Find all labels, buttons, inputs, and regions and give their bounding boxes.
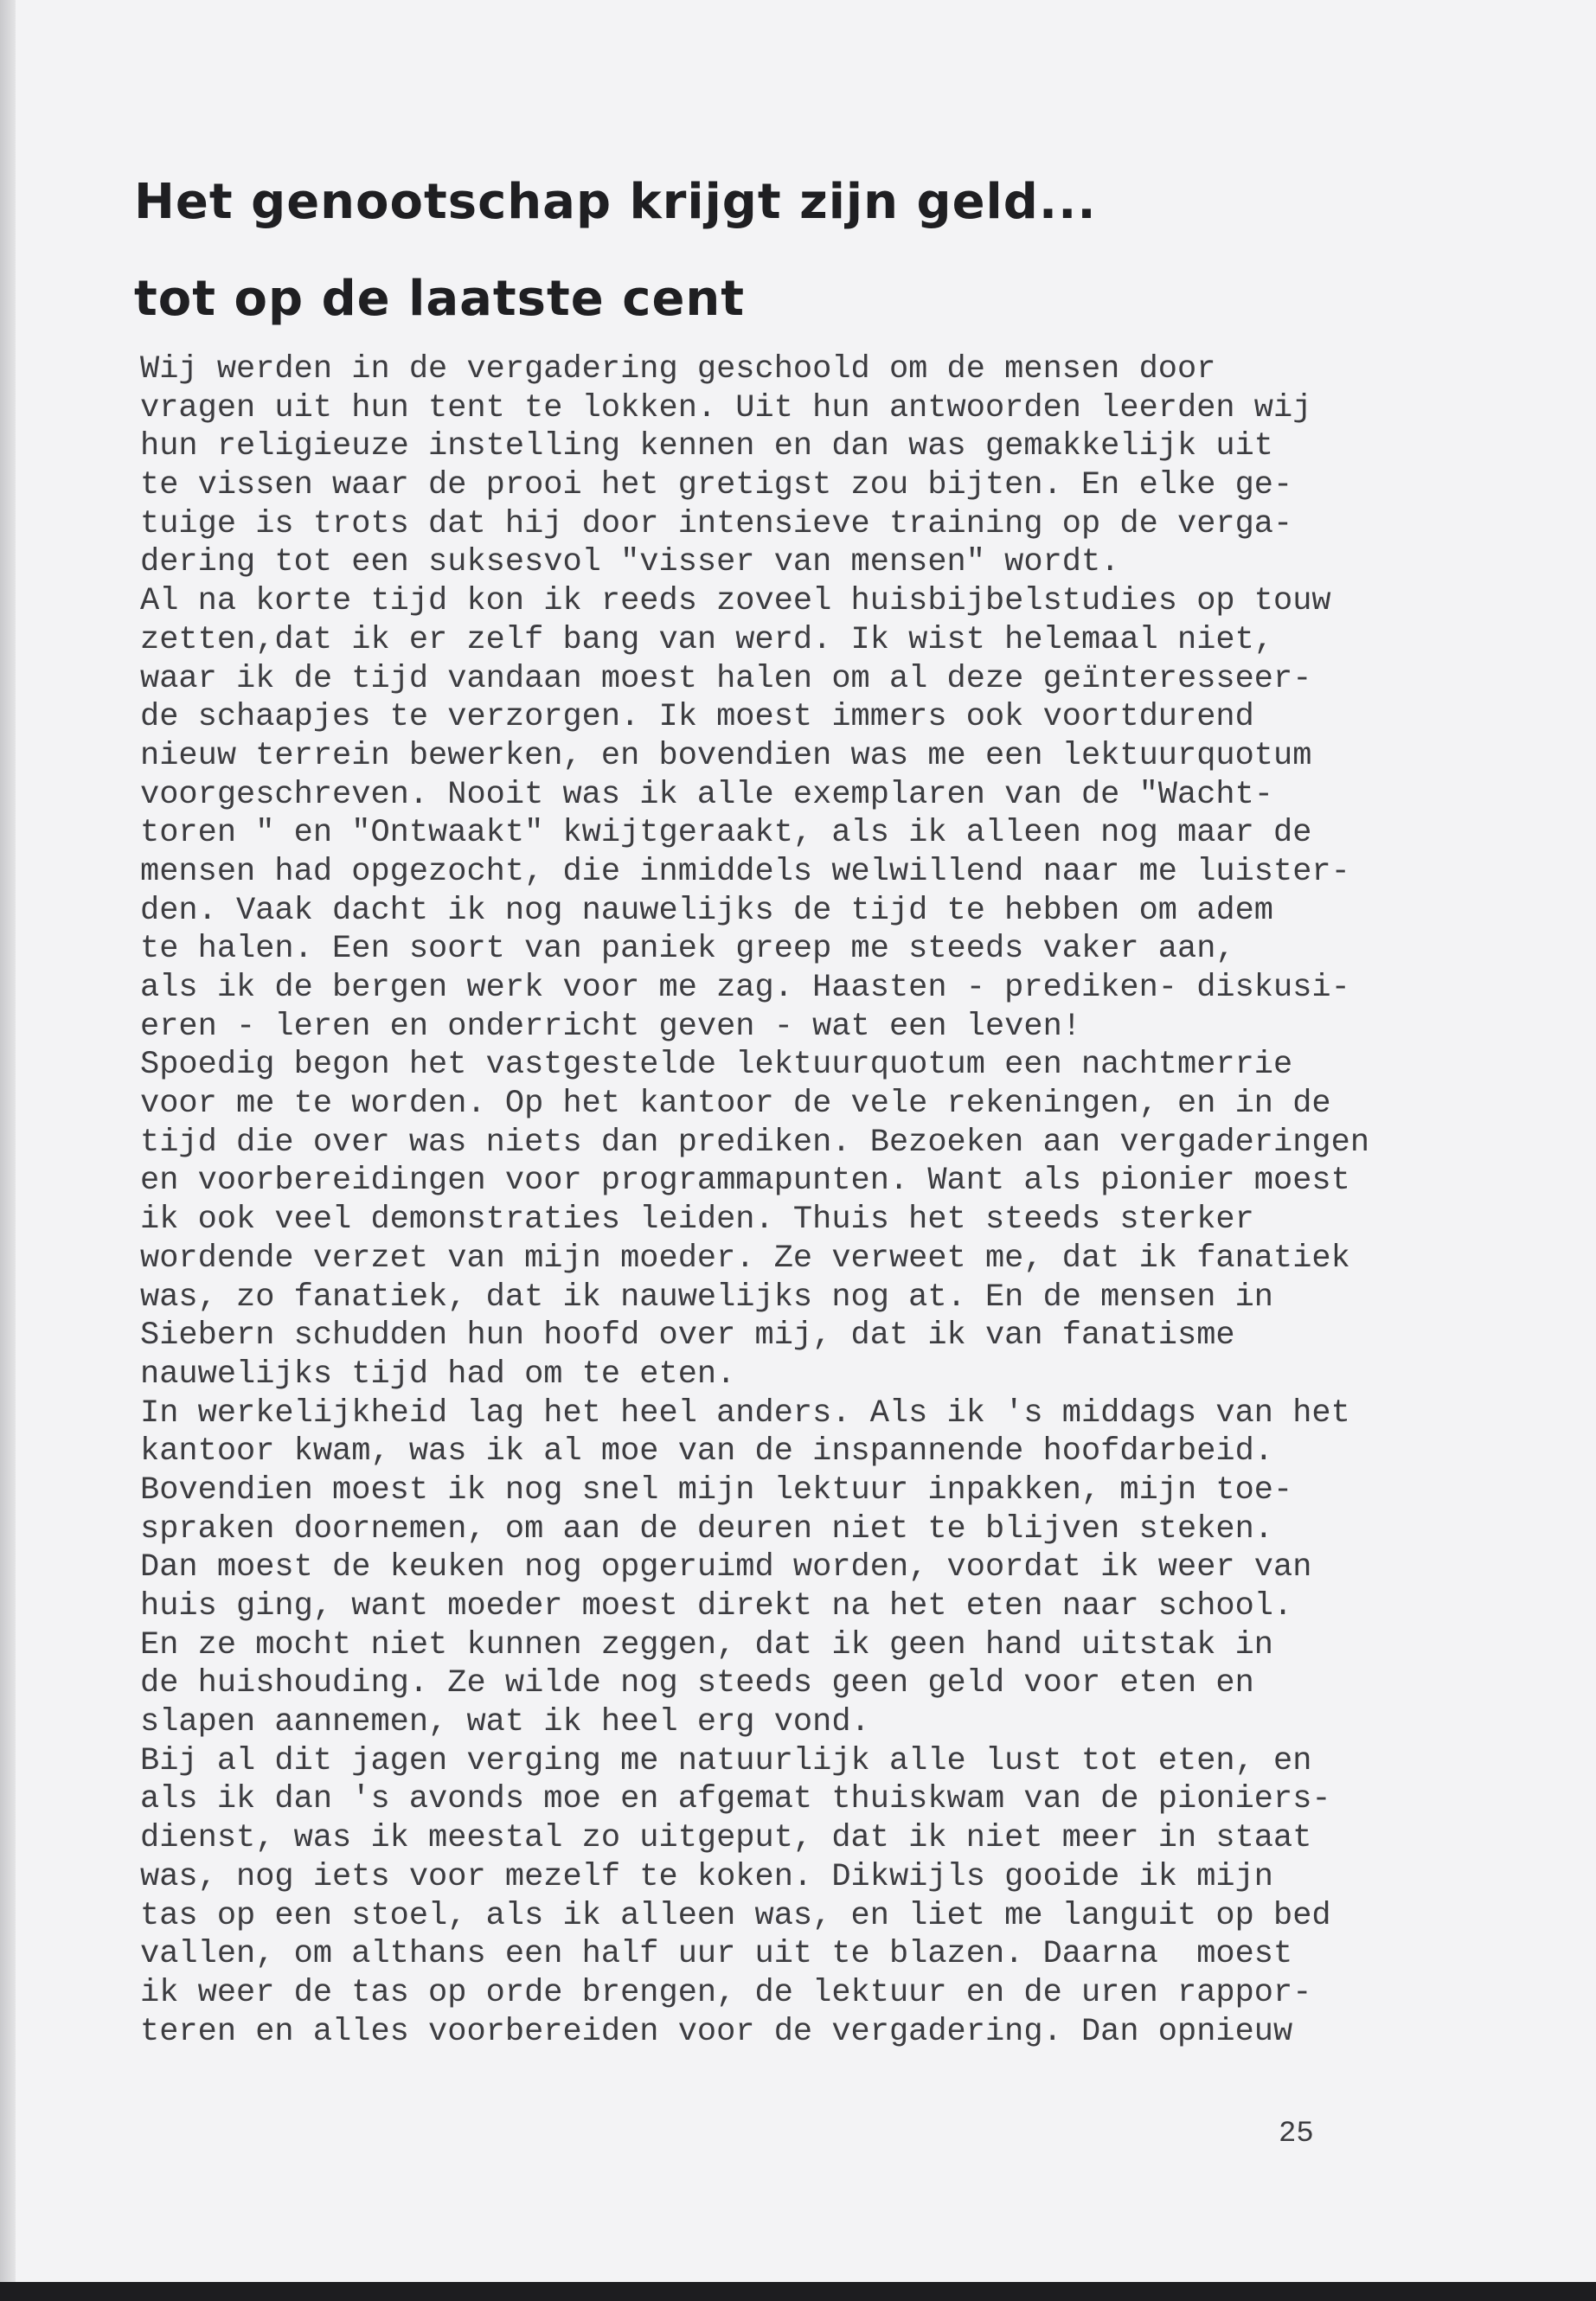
body-line: kantoor kwam, was ik al moe van de inspannende hoofdarbeid.: [140, 1433, 1274, 1471]
body-line: toren " en "Ontwaakt" kwijtgeraakt, als ik alleen nog maar de: [140, 815, 1312, 852]
body-line: Siebern schudden hun hoofd over mij, dat ik van fanatisme: [140, 1317, 1235, 1355]
body-line: waar ik de tijd vandaan moest halen om al deze geïnteresseer-: [140, 660, 1312, 697]
chapter-title: [134, 154, 1432, 348]
body-line: dering tot een suksesvol "visser van mensen" wordt.: [140, 544, 1120, 581]
body-line: tijd die over was niets dan prediken. Bezoeken aan vergaderingen: [140, 1124, 1370, 1161]
body-line: als ik dan 's avonds moe en afgemat thuiskwam van de pioniers-: [140, 1781, 1331, 1818]
body-line: de schaapjes te verzorgen. Ik moest immers ook voortdurend: [140, 699, 1254, 736]
body-line: dienst, was ik meestal zo uitgeput, dat ik niet meer in staat: [140, 1820, 1312, 1857]
body-line: tuige is trots dat hij door intensieve training op de verga-: [140, 505, 1293, 542]
body-line: hun religieuze instelling kennen en dan was gemakkelijk uit: [140, 428, 1274, 465]
body-line: en voorbereidingen voor programmapunten. Want als pionier moest: [140, 1163, 1350, 1200]
body-line: als ik de bergen werk voor me zag. Haasten - prediken- diskusi-: [140, 970, 1350, 1006]
body-line: nieuw terrein bewerken, en bovendien was me een lektuurquotum: [140, 737, 1312, 774]
body-line: wordende verzet van mijn moeder. Ze verweet me, dat ik fanatiek: [140, 1240, 1350, 1277]
bottom-edge: [0, 2282, 1596, 2301]
body-line: teren en alles voorbereiden voor de vergadering. Dan opnieuw: [140, 2013, 1293, 2050]
body-line: Wij werden in de vergadering geschoold om de mensen door: [140, 351, 1216, 388]
body-line: Spoedig begon het vastgestelde lektuurquotum een nachtmerrie: [140, 1047, 1293, 1084]
chapter-title-line: Het genootschap krijgt zijn geld...: [134, 174, 1097, 230]
body-line: tas op een stoel, als ik alleen was, en liet me languit op bed: [140, 1897, 1331, 1934]
body-line: was, nog iets voor mezelf te koken. Dikwijls gooide ik mijn: [140, 1858, 1274, 1895]
body-line: zetten,dat ik er zelf bang van werd. Ik wist helemaal niet,: [140, 621, 1274, 658]
body-line: In werkelijkheid lag het heel anders. Als ik 's middags van het: [140, 1394, 1350, 1432]
body-line: ik weer de tas op orde brengen, de lektuur en de uren rappor-: [140, 1974, 1312, 2011]
body-line: Bovendien moest ik nog snel mijn lektuur inpakken, mijn toe-: [140, 1471, 1293, 1509]
body-text: [140, 350, 1429, 2051]
body-line: vragen uit hun tent te lokken. Uit hun antwoorden leerden wij: [140, 389, 1312, 426]
body-line: Al na korte tijd kon ik reeds zoveel huisbijbelstudies op touw: [140, 583, 1331, 620]
body-line: den. Vaak dacht ik nog nauwelijks de tijd te hebben om adem: [140, 892, 1274, 929]
body-line: voor me te worden. Op het kantoor de vele rekeningen, en in de: [140, 1086, 1331, 1123]
page-spine: [0, 0, 16, 2301]
body-line: was, zo fanatiek, dat ik nauwelijks nog at. En de mensen in: [140, 1279, 1274, 1316]
chapter-title-line: tot op de laatste cent: [134, 271, 746, 327]
body-line: Dan moest de keuken nog opgeruimd worden, voordat ik weer van: [140, 1549, 1312, 1586]
page-number: 25: [1279, 2118, 1314, 2150]
body-line: spraken doornemen, om aan de deuren niet te blijven steken.: [140, 1510, 1274, 1548]
body-line: huis ging, want moeder moest direkt na het eten naar school.: [140, 1588, 1293, 1625]
body-line: te halen. Een soort van paniek greep me steeds vaker aan,: [140, 931, 1235, 968]
body-line: ik ook veel demonstraties leiden. Thuis het steeds sterker: [140, 1202, 1254, 1239]
body-line: En ze mocht niet kunnen zeggen, dat ik geen hand uitstak in: [140, 1626, 1274, 1663]
body-line: de huishouding. Ze wilde nog steeds geen geld voor eten en: [140, 1665, 1254, 1702]
body-line: Bij al dit jagen verging me natuurlijk alle lust tot eten, en: [140, 1742, 1312, 1779]
body-line: te vissen waar de prooi het gretigst zou bijten. En elke ge-: [140, 467, 1293, 504]
body-line: slapen aannemen, wat ik heel erg vond.: [140, 1704, 870, 1741]
body-line: vallen, om althans een half uur uit te blazen. Daarna moest: [140, 1936, 1293, 1973]
body-line: eren - leren en onderricht geven - wat een leven!: [140, 1008, 1081, 1045]
body-line: nauwelijks tijd had om te eten.: [140, 1356, 736, 1393]
body-line: mensen had opgezocht, die inmiddels welwillend naar me luister-: [140, 853, 1350, 890]
body-line: voorgeschreven. Nooit was ik alle exemplaren van de "Wacht-: [140, 776, 1274, 813]
